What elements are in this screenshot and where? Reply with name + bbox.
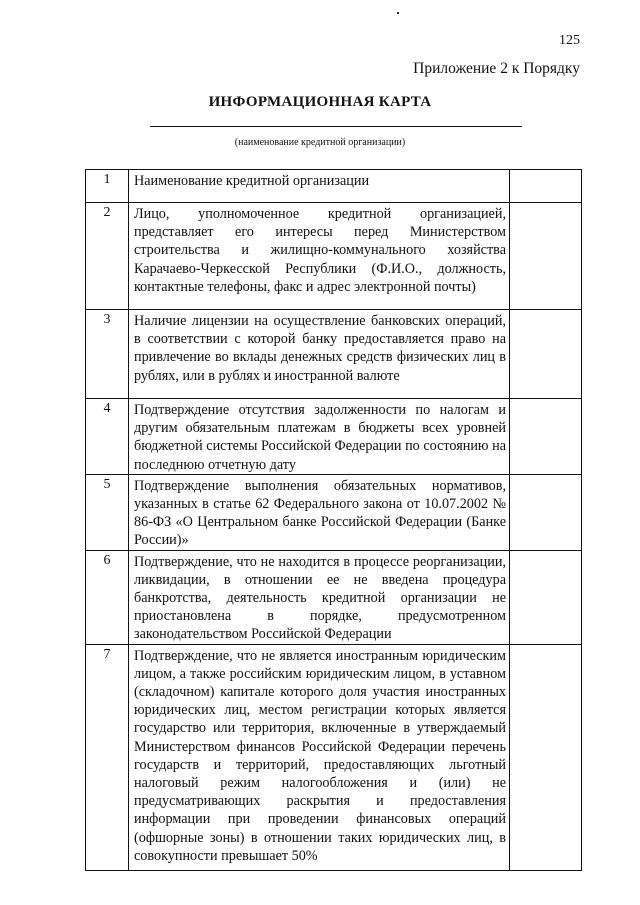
row-value-cell	[510, 170, 582, 203]
information-table	[85, 169, 582, 871]
row-value-cell	[510, 399, 582, 475]
scan-speck	[397, 12, 399, 14]
row-number: 4	[86, 399, 129, 475]
row-description: Подтверждение отсутствия задолженности по налогам и другим обязательным платежам в бюджеты всех уровней бюджетной системы Российской Федерации по состоянию на последнюю отчетную дату	[129, 399, 510, 475]
row-value-cell	[510, 203, 582, 310]
document-title: ИНФОРМАЦИОННАЯ КАРТА	[208, 94, 432, 110]
row-description: Наличие лицензии на осуществление банковских операций, в соответствии с которой банку предоставляется право на привлечение во вклады денежных средств физических лиц в рублях, или в рублях и иностранной валюте	[129, 310, 510, 399]
row-value-cell	[510, 474, 582, 550]
page-number: 125	[559, 33, 580, 48]
table-row	[86, 399, 582, 475]
row-value-cell	[510, 550, 582, 644]
organization-name-line	[150, 126, 522, 127]
table-row	[86, 644, 582, 870]
row-number: 7	[86, 644, 129, 870]
row-value-cell	[510, 310, 582, 399]
row-number: 6	[86, 550, 129, 644]
table-row	[86, 474, 582, 550]
row-description: Подтверждение, что не находится в процессе реорганизации, ликвидации, в отношении ее не введена процедура банкротства, деятельность кредитной организации не приостановлена в порядке, предусмотренном законодательством Российской Федерации	[129, 550, 510, 644]
row-number: 1	[86, 170, 129, 203]
row-description: Подтверждение, что не является иностранным юридическим лицом, а также российским юридическим лицом, в уставном (складочном) капитале которого доля участия иностранных юридических лиц, местом регистрации которых является государство или территория, включенные в утверждаемый Министерством финансов Российской Федерации перечень государств и территорий, предоставляющих льготный налоговый режим налогообложения и (или) не предусматривающих раскрытия и предоставления информации при проведении финансовых операций (офшорные зоны) в отношении таких юридических лиц, в совокупности превышает 50%	[129, 644, 510, 870]
row-value-cell	[510, 644, 582, 870]
row-number: 2	[86, 203, 129, 310]
row-description: Подтверждение выполнения обязательных нормативов, указанных в статье 62 Федерального закона от 10.07.2002 № 86-ФЗ «О Центральном банке Российской Федерации (Банке России)»	[129, 474, 510, 550]
organization-name-caption: (наименование кредитной организации)	[234, 137, 406, 148]
row-description: Лицо, уполномоченное кредитной организацией, представляет его интересы перед Министерством строительства и жилищно-коммунального хозяйства Карачаево-Черкесской Республики (Ф.И.О., должность, контактные телефоны, факс и адрес электронной почты)	[129, 203, 510, 310]
table-row	[86, 550, 582, 644]
row-number: 3	[86, 310, 129, 399]
appendix-label: Приложение 2 к Порядку	[413, 60, 580, 77]
row-number: 5	[86, 474, 129, 550]
table-row	[86, 170, 582, 203]
table-row	[86, 310, 582, 399]
table-row	[86, 203, 582, 310]
row-description: Наименование кредитной организации	[129, 170, 510, 203]
